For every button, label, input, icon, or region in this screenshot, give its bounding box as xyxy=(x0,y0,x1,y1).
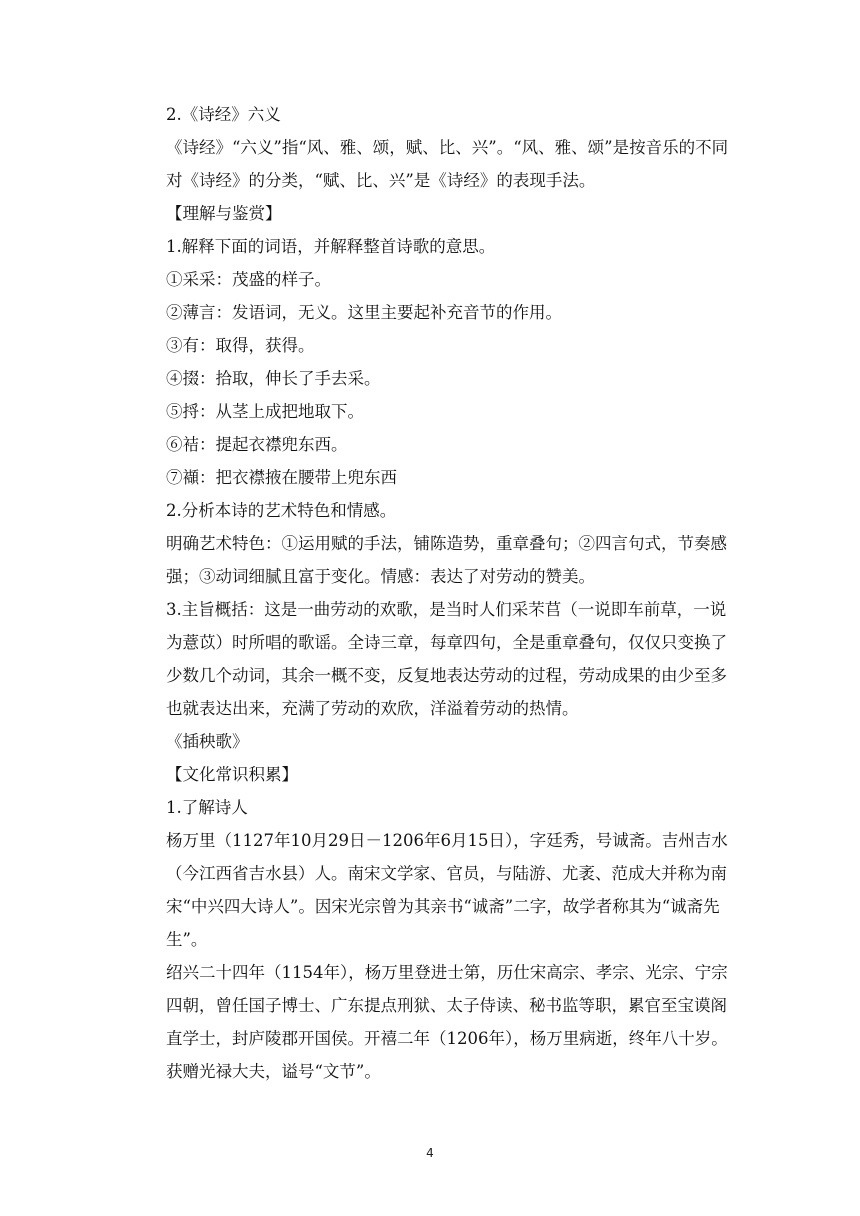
poet-bio-1: 杨万里（1127年10月29日－1206年6月15日），字廷秀，号诚斋。吉州吉水（今江西省吉水县）人。南宋文学家、官员，与陆游、尤袤、范成大并称为南宋“中兴四大诗人”。因宋光宗曾为其亲书“诚斋”二字，故学者称其为“诚斋先生”。 xyxy=(166,831,728,949)
document-body xyxy=(166,98,738,1088)
question-1: 1.解释下面的词语，并解释整首诗歌的意思。 xyxy=(166,237,496,256)
answer-2: 明确艺术特色：①运用赋的手法，铺陈造势，重章叠句；②四言句式，节奏感强；③动词细腻且富于变化。情感：表达了对劳动的赞美。 xyxy=(166,534,727,586)
section-heading-understanding: 【理解与鉴赏】 xyxy=(166,204,282,223)
question-2: 2.分析本诗的艺术特色和情感。 xyxy=(166,501,397,520)
definition-3: ③有：取得，获得。 xyxy=(166,336,315,355)
definition-2: ②薄言：发语词，无义。这里主要起补充音节的作用。 xyxy=(166,303,562,322)
paragraph-six-meanings: 《诗经》“六义”指“风、雅、颂，赋、比、兴”。“风、雅、颂”是按音乐的不同对《诗经》的分类，“赋、比、兴”是《诗经》的表现手法。 xyxy=(166,138,729,190)
definition-7: ⑦襭：把衣襟掖在腰带上兜东西 xyxy=(166,468,397,487)
section-heading-six-meanings: 2.《诗经》六义 xyxy=(166,105,281,124)
section-heading-culture: 【文化常识积累】 xyxy=(166,765,298,784)
definition-6: ⑥袺：提起衣襟兜东西。 xyxy=(166,435,348,454)
theme-summary: 3.主旨概括：这是一曲劳动的欢歌，是当时人们采芣苢（一说即车前草，一说为薏苡）时所唱的歌谣。全诗三章，每章四句，全是重章叠句，仅仅只变换了少数几个动词，其余一概不变，反复地表达劳动的过程，劳动成果的由少至多也就表达出来，充满了劳动的欢欣，洋溢着劳动的热情。 xyxy=(166,600,727,718)
definition-4: ④掇：拾取，伸长了手去采。 xyxy=(166,369,381,388)
poet-bio-2: 绍兴二十四年（1154年），杨万里登进士第，历仕宋高宗、孝宗、光宗、宁宗四朝，曾任国子博士、广东提点刑狱、太子侍读、秘书监等职，累官至宝谟阁直学士，封庐陵郡开国侯。开禧二年（1206年），杨万里病逝，终年八十岁。获赠光禄大夫，谥号“文节”。 xyxy=(166,963,728,1081)
page-number: 4 xyxy=(426,1146,434,1160)
definition-5: ⑤捋：从茎上成把地取下。 xyxy=(166,402,364,421)
poem-title-chayang: 《插秧歌》 xyxy=(166,732,249,751)
subheading-poet: 1.了解诗人 xyxy=(166,798,248,817)
definition-1: ①采采：茂盛的样子。 xyxy=(166,270,331,289)
